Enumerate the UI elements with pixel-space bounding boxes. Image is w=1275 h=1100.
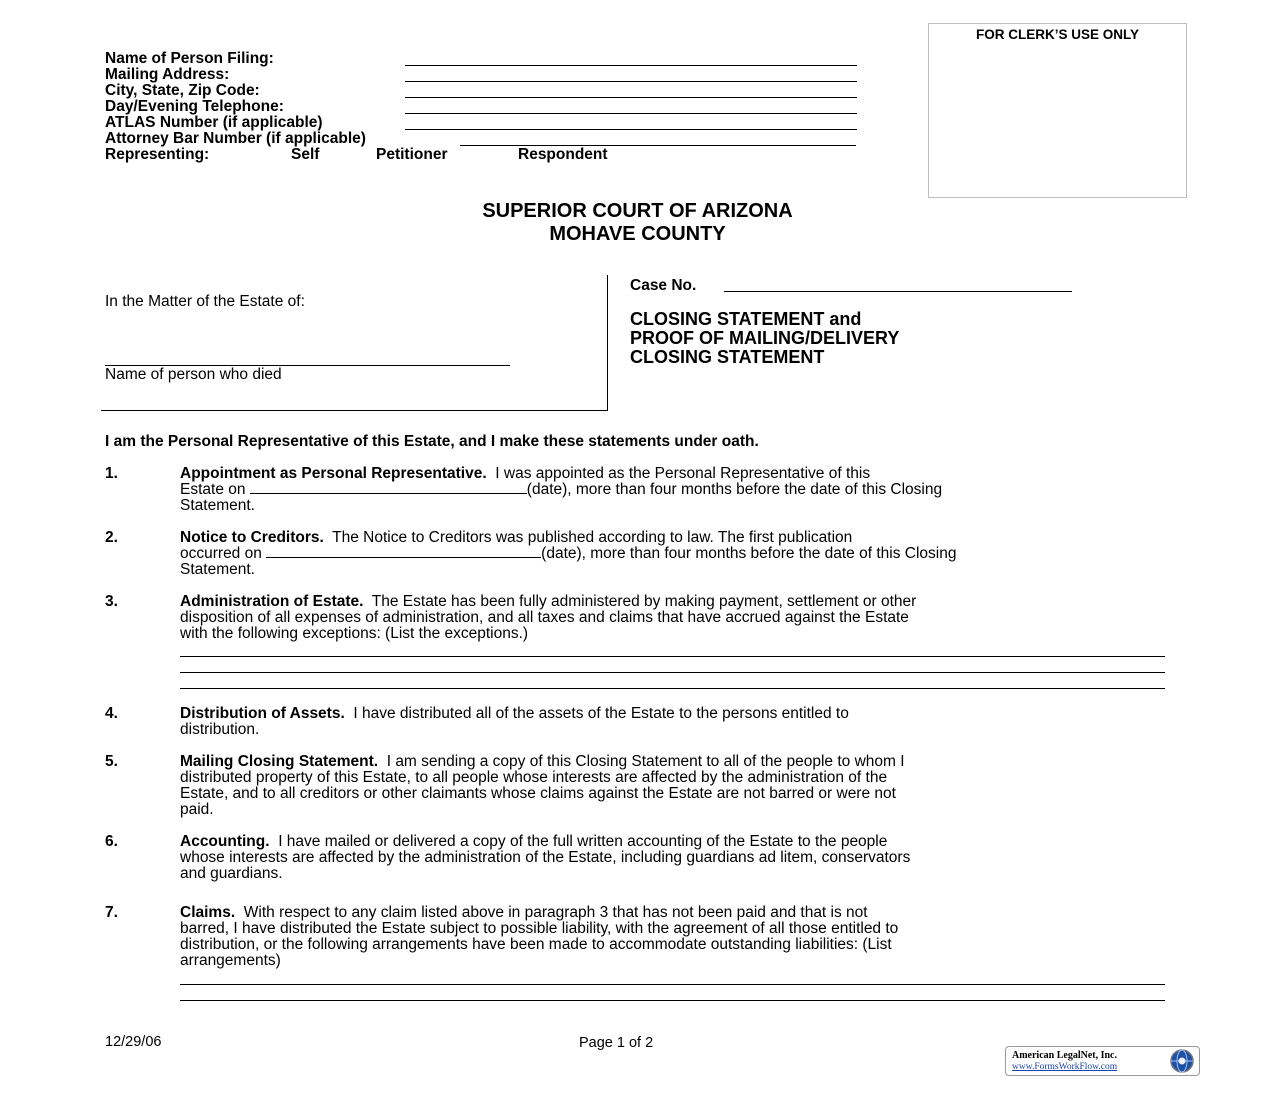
- item-heading: Appointment as Personal Representative.: [180, 465, 487, 482]
- item-text: Statement.: [180, 561, 255, 578]
- appointment-date-field[interactable]: [250, 482, 527, 494]
- clerk-use-label: FOR CLERK’S USE ONLY: [975, 27, 1140, 42]
- item-appointment: [180, 466, 1175, 514]
- item-text: paid.: [180, 801, 214, 818]
- vendor-link[interactable]: www.FormsWorkFlow.com: [1012, 1062, 1118, 1072]
- filer-address-field[interactable]: [405, 81, 857, 82]
- doc-title-line3: CLOSING STATEMENT: [630, 347, 825, 367]
- item-text: (date), more than four months before the date of this Closing: [526, 481, 943, 498]
- item-notice: [180, 530, 1175, 578]
- filer-phone-field[interactable]: [405, 113, 857, 114]
- item-number: 3.: [105, 593, 118, 610]
- filer-name-field[interactable]: [405, 65, 857, 66]
- item-text: arrangements): [180, 952, 281, 969]
- item-text: I was appointed as the Personal Representative of this: [495, 465, 871, 482]
- arrangements-line[interactable]: [180, 984, 1165, 985]
- representing-label: Representing:: [105, 146, 210, 163]
- item-text: with the following exceptions: (List the exceptions.): [180, 625, 529, 642]
- page-number: Page 1 of 2: [579, 1035, 654, 1051]
- item-text: occurred on: [180, 545, 267, 562]
- item-heading: Notice to Creditors.: [180, 529, 324, 546]
- vendor-badge[interactable]: [1005, 1046, 1200, 1076]
- item-text: Statement.: [180, 497, 255, 514]
- vendor-name: American LegalNet, Inc.: [1012, 1050, 1117, 1061]
- item-heading: Mailing Closing Statement.: [180, 753, 379, 770]
- item-text: Estate, and to all creditors or other claimants whose claims against the Estate are not barred or were not: [180, 785, 896, 802]
- option-respondent[interactable]: Respondent: [518, 146, 608, 163]
- doc-title-line1: CLOSING STATEMENT and: [630, 309, 862, 329]
- item-number: 7.: [105, 904, 118, 921]
- item-text: The Estate has been fully administered by making payment, settlement or other: [371, 593, 917, 610]
- exceptions-line[interactable]: [180, 656, 1165, 657]
- item-text: I have mailed or delivered a copy of the full written accounting of the Estate to the people: [278, 833, 888, 850]
- item-heading: Claims.: [180, 904, 236, 921]
- item-number: 5.: [105, 753, 118, 770]
- item-text: barred, I have distributed the Estate subject to possible liability, with the agreement of all those entitled to: [180, 920, 899, 937]
- court-name: SUPERIOR COURT OF ARIZONA: [482, 200, 793, 222]
- oath-statement: I am the Personal Representative of this Estate, and I make these statements under oath.: [105, 433, 759, 450]
- option-self[interactable]: Self: [291, 146, 320, 163]
- item-text: With respect to any claim listed above in paragraph 3 that has not been paid and that is not: [243, 904, 868, 921]
- item-heading: Accounting.: [180, 833, 270, 850]
- item-number: 6.: [105, 833, 118, 850]
- clerk-use-box: [928, 23, 1187, 198]
- filer-atlas-label: ATLAS Number (if applicable): [105, 114, 323, 131]
- filer-city-label: City, State, Zip Code:: [105, 82, 260, 99]
- arrangements-line[interactable]: [180, 1000, 1165, 1001]
- item-distribution: [180, 706, 1175, 738]
- item-claims: [180, 905, 1175, 969]
- filer-city-field[interactable]: [405, 97, 857, 98]
- item-heading: Distribution of Assets.: [180, 705, 345, 722]
- decedent-label: Name of person who died: [105, 366, 282, 383]
- item-mailing: [180, 754, 1175, 818]
- item-text: and guardians.: [180, 865, 283, 882]
- item-text: I am sending a copy of this Closing Statement to all of the people to whom I: [386, 753, 905, 770]
- caption-divider: [607, 275, 608, 411]
- item-text: Estate on: [180, 481, 250, 498]
- filer-phone-label: Day/Evening Telephone:: [105, 98, 284, 115]
- county-name: MOHAVE COUNTY: [549, 223, 726, 245]
- item-number: 1.: [105, 465, 118, 482]
- item-text: distribution, or the following arrangements have been made to accommodate outstanding liabilities: (List: [180, 936, 892, 953]
- item-text: The Notice to Creditors was published according to law. The first publication: [332, 529, 853, 546]
- item-heading: Administration of Estate.: [180, 593, 364, 610]
- item-text: distribution.: [180, 721, 260, 738]
- exceptions-line[interactable]: [180, 688, 1165, 689]
- item-text: distributed property of this Estate, to all people whose interests are affected by the administration of the: [180, 769, 888, 786]
- case-no-label: Case No.: [630, 277, 697, 294]
- item-text: whose interests are affected by the administration of the Estate, including guardians ad litem, conservators: [180, 849, 911, 866]
- item-text: I have distributed all of the assets of the Estate to the persons entitled to: [353, 705, 849, 722]
- caption-bottom-rule: [101, 410, 607, 411]
- publication-date-field[interactable]: [266, 546, 541, 558]
- item-text: disposition of all expenses of administration, and all taxes and claims that have accrued against the Estate: [180, 609, 909, 626]
- option-petitioner[interactable]: Petitioner: [376, 146, 448, 163]
- filer-atlas-field[interactable]: [405, 129, 857, 130]
- item-number: 2.: [105, 529, 118, 546]
- item-text: (date), more than four months before the date of this Closing: [541, 545, 957, 562]
- revision-date: 12/29/06: [105, 1034, 162, 1050]
- item-administration: [180, 594, 1175, 642]
- globe-icon: [1168, 1048, 1196, 1074]
- item-number: 4.: [105, 705, 118, 722]
- doc-title-line2: PROOF OF MAILING/DELIVERY: [630, 328, 900, 348]
- filer-address-label: Mailing Address:: [105, 66, 230, 83]
- filer-bar-label: Attorney Bar Number (if applicable): [105, 130, 366, 147]
- exceptions-line[interactable]: [180, 672, 1165, 673]
- matter-label: In the Matter of the Estate of:: [105, 293, 305, 310]
- filer-name-label: Name of Person Filing:: [105, 50, 274, 67]
- case-no-field[interactable]: [724, 291, 1072, 292]
- item-accounting: [180, 834, 1175, 882]
